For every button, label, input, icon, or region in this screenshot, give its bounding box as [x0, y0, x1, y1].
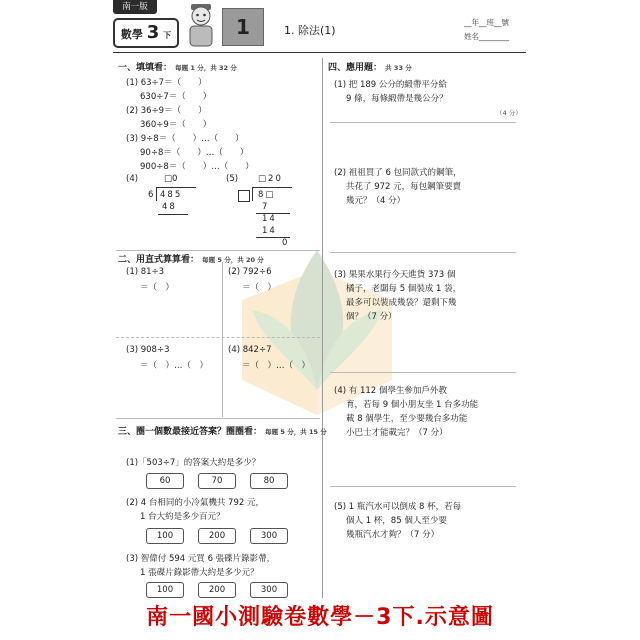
- div5-dividend: 8□: [258, 190, 276, 200]
- mascot-icon: [182, 0, 220, 48]
- section4-title-text: 四、應用題：: [328, 63, 383, 73]
- section1-title-text: 一、填填看：: [118, 63, 173, 73]
- s4-question-line: (5) 1 瓶汽水可以倒成 8 杯，若每: [334, 502, 462, 512]
- option-box[interactable]: 60: [146, 473, 184, 489]
- s4-question-line: 個？（7 分）: [346, 312, 397, 322]
- grid-vertical-divider: [222, 262, 223, 417]
- s3-question: (2) 4 台相同的小冷氣機共 792 元，: [126, 498, 264, 508]
- s3-question: (1)「503÷7」的答案大約是多少？: [126, 458, 261, 468]
- s4-question-line: 小巴士才能載完？（7 分）: [346, 428, 448, 438]
- s3-question: (3) 智偉付 594 元買 6 張碟片錄影帶，: [126, 554, 276, 564]
- div5-quotient: □20: [258, 174, 283, 184]
- section3-score: 每題 5 分，共 15 分: [265, 428, 327, 436]
- section4-title: [328, 60, 412, 73]
- div4-step: 48: [162, 202, 177, 212]
- grid-horizontal-divider: [116, 337, 320, 338]
- s2-question: (1) 81÷3: [126, 267, 165, 277]
- s1-line: 360÷9＝（ ）: [140, 120, 212, 130]
- div5-row: 0: [282, 238, 288, 248]
- section2-score: 每題 5 分，共 20 分: [202, 256, 264, 264]
- section-rule: [116, 418, 320, 419]
- s2-answer: ＝（ ）: [242, 283, 277, 293]
- section1-score: 每題 1 分，共 32 分: [175, 64, 237, 72]
- div5-bar: [252, 187, 292, 188]
- name-line: 姓名________: [464, 32, 509, 41]
- s4-score: （4 分）: [496, 109, 522, 117]
- s1-line: 900÷8＝（ ）…（ ）: [140, 162, 254, 172]
- option-box[interactable]: 70: [198, 473, 236, 489]
- option-box[interactable]: 100: [146, 528, 184, 544]
- class-name-fields: [464, 16, 509, 44]
- lesson-number: 1: [222, 8, 264, 46]
- div4-divisor: 6: [148, 190, 154, 200]
- s3-question: 1 台大約是多少百元？: [140, 512, 225, 522]
- option-box[interactable]: 200: [198, 528, 236, 544]
- s4-question-line: 共花了 972 元，每包鋼筆要賣: [346, 182, 462, 192]
- option-box[interactable]: 100: [146, 582, 184, 598]
- subject-badge: [113, 18, 179, 48]
- s4-question-line: 幾元？（4 分）: [346, 196, 406, 206]
- s2-question: (3) 908÷3: [126, 345, 170, 355]
- s1-line: 90÷8＝（ ）…（ ）: [140, 148, 249, 158]
- s4-question-line: 載 8 個學生，至少要幾台多功能: [346, 414, 468, 424]
- div5-bracket: [252, 187, 253, 201]
- question-rule: [330, 122, 516, 123]
- class-line: __年__班__號: [464, 18, 509, 27]
- question-rule: [330, 486, 516, 487]
- section1-title: [118, 60, 237, 73]
- s2-answer: ＝（ ）…（ ）: [242, 361, 311, 371]
- s2-question: (2) 792÷6: [228, 267, 272, 277]
- s4-question-line: (4) 有 112 個學生參加戶外教: [334, 386, 447, 396]
- header-rule: [113, 52, 526, 53]
- question-rule: [330, 372, 516, 373]
- publisher-tab: 南一版: [113, 0, 157, 14]
- div5-divisor-box: [238, 190, 250, 202]
- section-rule: [116, 250, 320, 251]
- section2-title: [118, 252, 264, 265]
- div4-bar: [156, 187, 196, 188]
- s4-question-line: 橘子，老闆每 5 個裝成 1 袋，: [346, 284, 462, 294]
- caption: 南一國小測驗卷數學－3下.示意圖: [146, 605, 494, 630]
- s4-question-line: 育，若每 9 個小朋友坐 1 台多功能: [346, 400, 479, 410]
- s4-question-line: (2) 祖祖買了 6 包同款式的鋼筆，: [334, 168, 462, 178]
- s4-question-line: (3) 果果水果行今天進貨 373 個: [334, 270, 456, 280]
- option-box[interactable]: 80: [250, 473, 288, 489]
- s2-answer: ＝（ ）: [140, 283, 175, 293]
- s1-line: (3) 9÷8＝（ ）…（ ）: [126, 134, 244, 144]
- s1-line: (2) 36÷9＝（ ）: [126, 106, 207, 116]
- s1-line: (1) 63÷7＝（ ）: [126, 78, 207, 88]
- s4-question-line: 幾瓶汽水才夠？（7 分）: [346, 530, 440, 540]
- option-box[interactable]: 200: [198, 582, 236, 598]
- s4-question-line: 9 條，每條緞帶是幾公分？: [346, 94, 448, 104]
- div4-bracket: [156, 187, 157, 201]
- s2-question: (4) 842÷7: [228, 345, 272, 355]
- div5-row: 7: [262, 202, 268, 212]
- s2-answer: ＝（ ）…（ ）: [140, 361, 209, 371]
- s1-line: 630÷7＝（ ）: [140, 92, 212, 102]
- s1-line: (4): [126, 174, 139, 184]
- div5-row: 14: [262, 214, 277, 224]
- div4-quotient: □0: [164, 174, 178, 184]
- div4-subline: [158, 214, 188, 215]
- grade-number: 3: [146, 22, 160, 43]
- div4-dividend: 485: [160, 190, 183, 200]
- section3-title: [118, 424, 327, 437]
- s1-line: (5): [226, 174, 239, 184]
- lesson-title: 1. 除法(1): [284, 24, 336, 37]
- term-label: 下: [163, 31, 172, 40]
- s4-question-line: 最多可以裝成幾袋？還剩下幾: [346, 298, 457, 308]
- s4-question-line: 個人 1 杯，85 個人至少要: [346, 516, 447, 526]
- s3-question: 1 張碟片錄影帶大約是多少元？: [140, 568, 259, 578]
- section2-title-text: 二、用直式算算看：: [118, 255, 200, 265]
- question-rule: [330, 252, 516, 253]
- section3-title-text: 三、圈一個數最接近答案？圈圈看：: [118, 427, 263, 437]
- section4-score: 共 33 分: [385, 64, 412, 72]
- column-divider: [322, 58, 323, 598]
- option-box[interactable]: 300: [250, 582, 288, 598]
- s4-question-line: (1) 把 189 公分的緞帶平分給: [334, 80, 447, 90]
- subject-label: 數學: [120, 28, 143, 41]
- div5-row: 14: [262, 226, 277, 236]
- option-box[interactable]: 300: [250, 528, 288, 544]
